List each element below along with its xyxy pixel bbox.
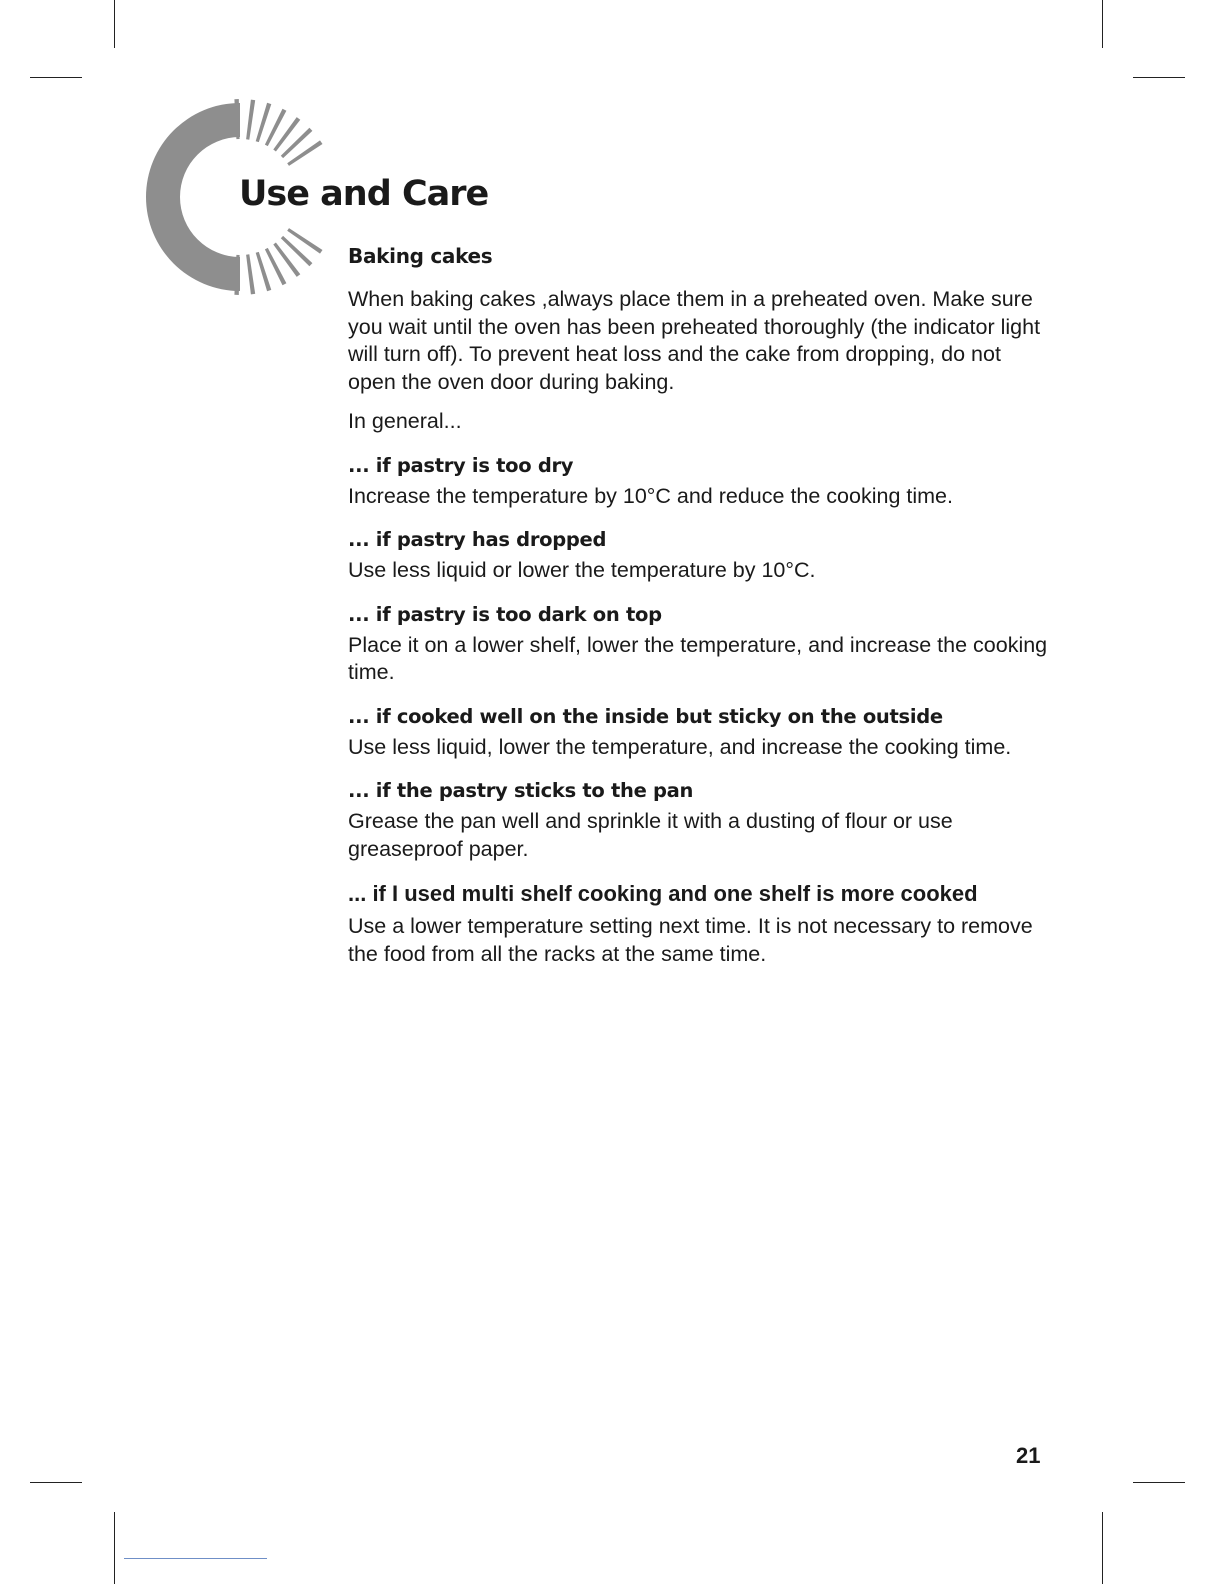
tip-text: Grease the pan well and sprinkle it with a dusting of flour or use greaseproof paper. <box>348 809 953 861</box>
tip-heading: ... if the pastry sticks to the pan <box>348 779 694 802</box>
general-text: In general... <box>348 409 462 433</box>
tip-heading: ... if I used multi shelf cooking and one shelf is more cooked <box>348 881 978 906</box>
tip-heading: ... if cooked well on the inside but sticky on the outside <box>348 704 943 728</box>
logo-ray <box>246 100 255 140</box>
crop-mark-bottom-right <box>1102 1512 1103 1584</box>
crop-mark-top-left <box>114 0 115 48</box>
logo-ray <box>287 228 322 254</box>
logo-ray <box>256 103 272 142</box>
tip-text: Use a lower temperature setting next time. It is not necessary to remove the food from all the racks at the same time. <box>348 914 1033 966</box>
crop-mark-top-left-h <box>30 77 82 78</box>
tip-text: Use less liquid or lower the temperature by 10°C. <box>348 558 816 582</box>
crop-mark-bottom-left <box>114 1512 115 1584</box>
tip-text: Increase the temperature by 10°C and reduce the cooking time. <box>348 483 953 508</box>
logo-ray <box>287 140 322 166</box>
crop-mark-top-right <box>1102 0 1103 48</box>
crop-mark-bottom-right-h <box>1133 1482 1185 1483</box>
page-title: Use and Care <box>239 174 489 214</box>
intro-paragraph: When baking cakes ,always place them in a preheated oven. Make sure you wait until the oven has been preheated thoroughly (the indicator light will turn off). To prevent heat loss and the cake from dropping, do not open the oven door during baking. <box>348 287 1041 394</box>
tip-heading: ... if pastry has dropped <box>348 528 607 551</box>
section-heading: Baking cakes <box>348 244 493 268</box>
crop-mark-bottom-left-h <box>30 1482 82 1483</box>
tip-heading: ... if pastry is too dry <box>348 453 574 477</box>
tip-text: Use less liquid, lower the temperature, and increase the cooking time. <box>348 734 1012 759</box>
footer-rule <box>124 1558 267 1559</box>
tip-text: Place it on a lower shelf, lower the temperature, and increase the cooking time. <box>348 632 1048 684</box>
content-area <box>348 244 1048 978</box>
tip-heading: ... if pastry is too dark on top <box>348 602 662 626</box>
logo-ray <box>256 252 272 291</box>
crop-mark-top-right-h <box>1133 77 1185 78</box>
page-number: 21 <box>1016 1443 1041 1468</box>
logo-ray <box>246 254 255 294</box>
